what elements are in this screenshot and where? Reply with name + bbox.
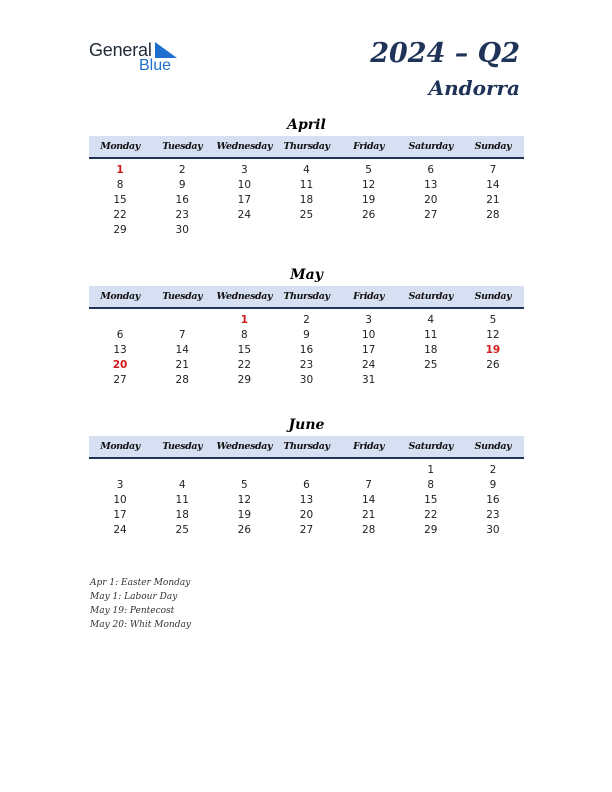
weekday-label: Monday <box>100 141 140 152</box>
day-cell: 11 <box>299 178 314 191</box>
week-row <box>89 207 524 222</box>
day-cell: 28 <box>486 208 500 221</box>
day-cell: 2 <box>489 463 497 476</box>
month-grid <box>89 162 524 237</box>
week-row <box>89 312 524 327</box>
day-cell: 26 <box>486 358 500 371</box>
day-cell: 23 <box>299 358 314 371</box>
day-cell: 21 <box>486 193 500 206</box>
week-row <box>89 222 524 237</box>
weekday-label: Tuesday <box>162 291 203 302</box>
day-cell: 15 <box>237 343 252 356</box>
day-cell: 6 <box>427 163 435 176</box>
day-cell: 22 <box>237 358 252 371</box>
weekday-label: Wednesday <box>216 441 273 452</box>
day-cell: 28 <box>361 523 376 536</box>
weekday-label: Friday <box>353 441 385 452</box>
month-grid <box>89 462 524 537</box>
day-cell: 21 <box>361 508 376 521</box>
month-grid <box>89 312 524 387</box>
day-cell: 2 <box>178 163 186 176</box>
day-cell: 24 <box>361 358 376 371</box>
holiday-note: May 1: Labour Day <box>90 592 178 602</box>
day-cell: 10 <box>237 178 252 191</box>
day-cell: 3 <box>365 313 372 326</box>
day-cell: 18 <box>175 508 189 521</box>
day-cell: 30 <box>175 223 189 236</box>
day-cell: 21 <box>175 358 189 371</box>
weekday-label: Wednesday <box>216 291 273 302</box>
day-cell: 10 <box>361 328 376 341</box>
holiday-note: May 19: Pentecost <box>90 606 175 616</box>
page-title: 2024 – Q2 <box>370 38 520 69</box>
logo-word-blue: Blue <box>139 57 172 74</box>
day-cell: 7 <box>178 328 186 341</box>
day-cell: 11 <box>175 493 189 506</box>
day-cell: 29 <box>424 523 438 536</box>
month-april <box>89 116 524 237</box>
week-row <box>89 357 524 372</box>
day-cell: 17 <box>237 193 252 206</box>
day-cell: 10 <box>113 493 127 506</box>
day-cell: 29 <box>113 223 127 236</box>
weekday-label: Tuesday <box>162 441 203 452</box>
day-cell: 6 <box>116 328 124 341</box>
day-cell: 13 <box>424 178 438 191</box>
logo-triangle-icon <box>155 42 177 58</box>
day-cell: 25 <box>299 208 314 221</box>
week-row <box>89 327 524 342</box>
day-cell: 2 <box>303 313 310 326</box>
day-cell: 16 <box>175 193 189 206</box>
day-cell: 17 <box>361 343 376 356</box>
day-cell: 25 <box>424 358 438 371</box>
day-cell: 7 <box>365 478 372 491</box>
day-cell: 13 <box>299 493 314 506</box>
day-cell: 14 <box>486 178 500 191</box>
day-cell: 26 <box>237 523 252 536</box>
weekday-label: Sunday <box>474 441 512 452</box>
day-cell: 12 <box>237 493 252 506</box>
day-cell: 5 <box>365 163 372 176</box>
day-cell: 16 <box>299 343 314 356</box>
day-cell: 22 <box>424 508 438 521</box>
day-cell: 18 <box>424 343 438 356</box>
holiday-notes <box>90 576 191 632</box>
day-cell: 5 <box>241 478 248 491</box>
day-cell: 9 <box>489 478 497 491</box>
day-cell: 3 <box>241 163 248 176</box>
day-cell: 4 <box>303 163 310 176</box>
day-cell: 8 <box>241 328 248 341</box>
week-row <box>89 372 524 387</box>
day-cell: 1 <box>240 313 248 326</box>
day-cell: 22 <box>113 208 127 221</box>
day-cell: 23 <box>486 508 500 521</box>
general-blue-logo <box>89 40 189 76</box>
day-cell: 27 <box>113 373 127 386</box>
day-cell: 24 <box>237 208 252 221</box>
day-cell: 4 <box>427 313 435 326</box>
week-row <box>89 507 524 522</box>
day-cell: 8 <box>116 178 124 191</box>
day-cell: 27 <box>424 208 438 221</box>
day-cell: 17 <box>113 508 127 521</box>
weekday-header <box>89 286 524 309</box>
day-cell: 31 <box>361 373 376 386</box>
day-cell: 11 <box>424 328 438 341</box>
month-title: April <box>287 117 326 133</box>
holiday-note: Apr 1: Easter Monday <box>90 578 191 588</box>
day-cell: 27 <box>299 523 314 536</box>
day-cell: 12 <box>486 328 500 341</box>
day-cell: 12 <box>361 178 376 191</box>
weekday-label: Monday <box>100 291 140 302</box>
month-title: June <box>288 417 325 433</box>
day-cell: 23 <box>175 208 189 221</box>
weekday-label: Sunday <box>474 141 512 152</box>
day-cell: 20 <box>424 193 438 206</box>
weekday-label: Thursday <box>283 441 330 452</box>
day-cell: 14 <box>361 493 376 506</box>
weekday-label: Saturday <box>408 141 453 152</box>
week-row <box>89 462 524 477</box>
day-cell: 30 <box>299 373 314 386</box>
month-may <box>89 266 524 387</box>
week-row <box>89 492 524 507</box>
day-cell: 15 <box>424 493 438 506</box>
week-row <box>89 522 524 537</box>
week-row <box>89 162 524 177</box>
day-cell: 25 <box>175 523 189 536</box>
weekday-label: Thursday <box>283 141 330 152</box>
day-cell: 9 <box>178 178 186 191</box>
day-cell: 5 <box>489 313 497 326</box>
week-row <box>89 477 524 492</box>
day-cell: 19 <box>485 343 501 356</box>
day-cell: 26 <box>361 208 376 221</box>
day-cell: 28 <box>175 373 189 386</box>
weekday-label: Saturday <box>408 291 453 302</box>
day-cell: 20 <box>299 508 314 521</box>
day-cell: 18 <box>299 193 314 206</box>
day-cell: 29 <box>237 373 252 386</box>
day-cell: 4 <box>178 478 186 491</box>
day-cell: 13 <box>113 343 127 356</box>
day-cell: 15 <box>113 193 127 206</box>
holiday-note: May 20: Whit Monday <box>90 620 191 630</box>
day-cell: 8 <box>427 478 435 491</box>
weekday-label: Tuesday <box>162 141 203 152</box>
day-cell: 9 <box>303 328 310 341</box>
weekday-label: Thursday <box>283 291 330 302</box>
day-cell: 7 <box>489 163 497 176</box>
day-cell: 14 <box>175 343 189 356</box>
day-cell: 6 <box>303 478 310 491</box>
day-cell: 3 <box>116 478 124 491</box>
week-row <box>89 192 524 207</box>
week-row <box>89 342 524 357</box>
weekday-label: Sunday <box>474 291 512 302</box>
weekday-label: Monday <box>100 441 140 452</box>
weekday-label: Friday <box>353 141 385 152</box>
day-cell: 1 <box>427 463 435 476</box>
month-title: May <box>290 267 323 283</box>
day-cell: 19 <box>361 193 376 206</box>
weekday-header <box>89 436 524 459</box>
day-cell: 24 <box>113 523 127 536</box>
weekday-header <box>89 136 524 159</box>
weekday-label: Wednesday <box>216 141 273 152</box>
day-cell: 1 <box>116 163 124 176</box>
day-cell: 30 <box>486 523 500 536</box>
weekday-label: Saturday <box>408 441 453 452</box>
logo-word-general: General <box>89 40 152 60</box>
week-row <box>89 177 524 192</box>
page-subtitle: Andorra <box>428 76 520 100</box>
day-cell: 16 <box>486 493 500 506</box>
month-june <box>89 416 524 537</box>
day-cell: 19 <box>237 508 252 521</box>
weekday-label: Friday <box>353 291 385 302</box>
day-cell: 20 <box>112 358 128 371</box>
